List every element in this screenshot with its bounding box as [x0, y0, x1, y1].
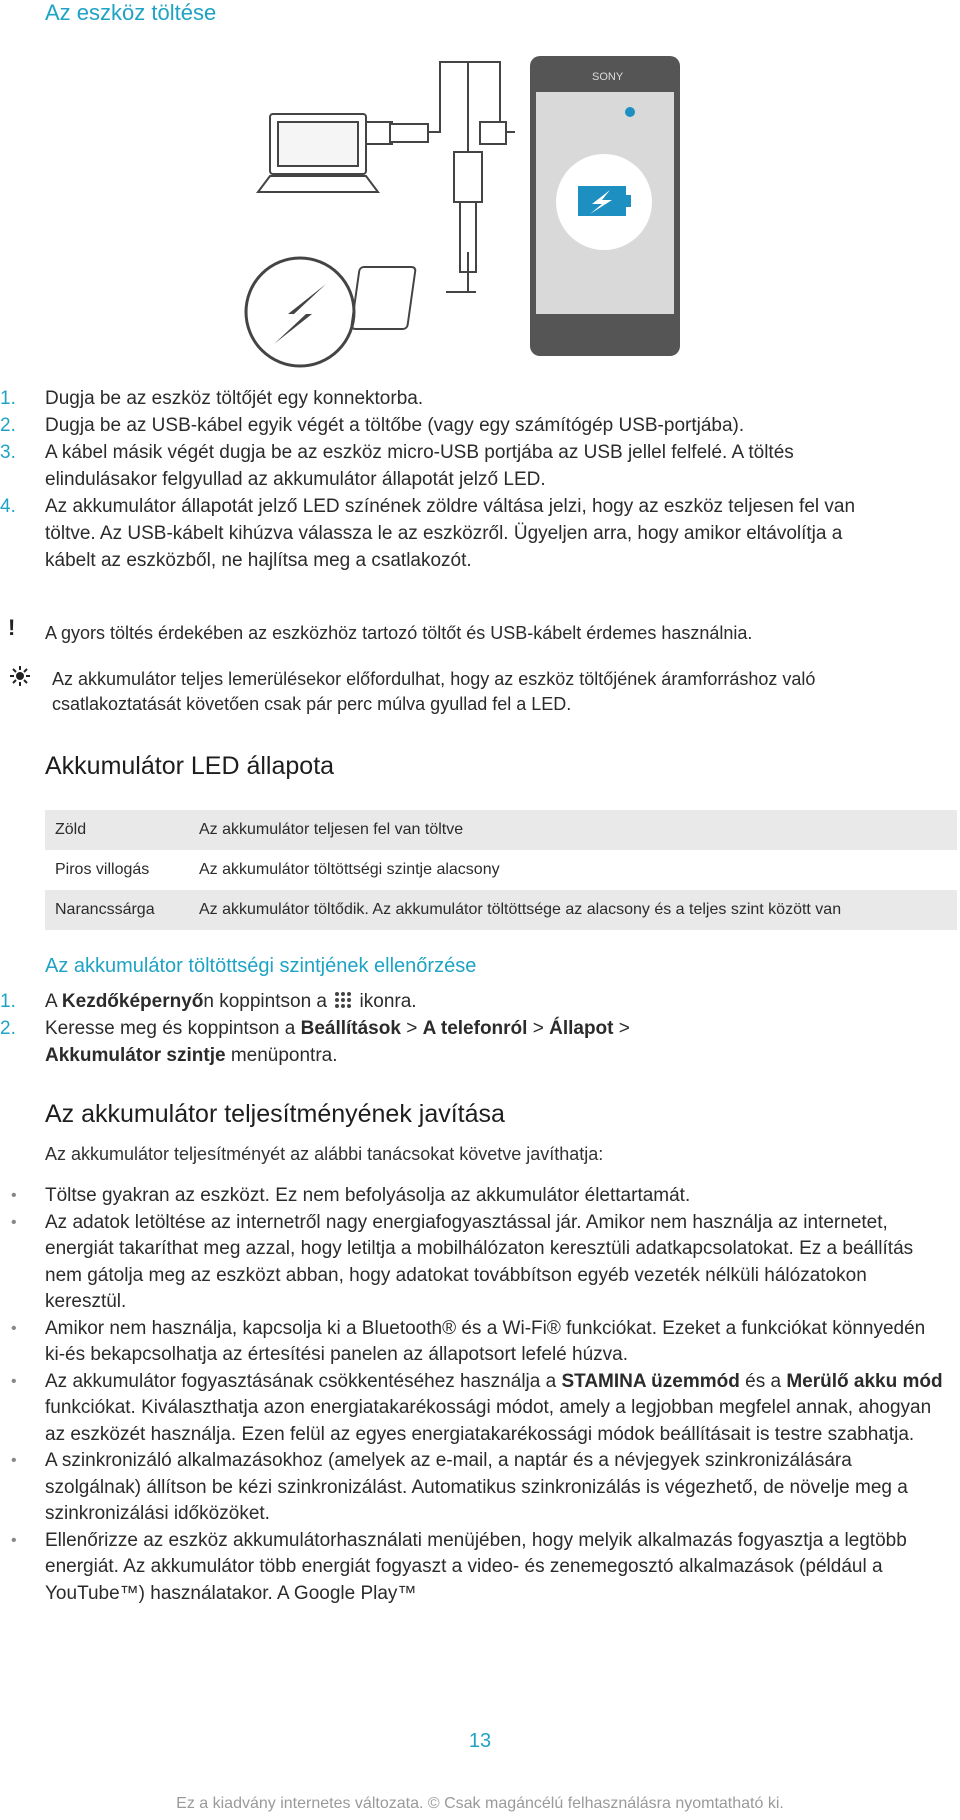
phone-icon	[530, 56, 680, 356]
warning-text: A gyors töltés érdekében az eszközhöz tartozó töltőt és USB-kábelt érdemes használnia.	[45, 623, 753, 643]
led-section-title: Akkumulátor LED állapota	[45, 752, 335, 780]
list-item: • Az akkumulátor fogyasztásának csökkentéséhez használja a STAMINA üzemmód és a Merülő akku mód funkciókat. Kiválaszthatja azon energiatakarékossági módot, amely a legjobban megfelel annak, ahogyan az eszközét használja. Ezen felül az egyes energiatakarékossági módok beállításait is testre szabhatja.	[11, 1370, 943, 1445]
led-description: Az akkumulátor teljesen fel van töltve	[189, 810, 957, 850]
improve-section-title: Az akkumulátor teljesítményének javítása	[45, 1100, 505, 1128]
table-row	[45, 810, 957, 850]
list-item: • Ellenőrizze az eszköz akkumulátorhasználati menüjében, hogy melyik alkalmazás fogyasztja a legtöbb energiát. Az akkumulátor több energiát fogyaszt a video- és zenemegosztó alkalmazások (például a YouTube™) használatakor. A Google Play™	[11, 1529, 907, 1604]
page-number: 13	[468, 1730, 492, 1752]
step-4: 4. Az akkumulátor állapotát jelző LED színének zöldre váltása jelzi, hogy az eszköz teljesen fel van töltve. Az USB-kábelt kihúzva válassza le az eszközről. Ügyeljen arra, hogy amikor eltávolítja a kábelt az eszközből, ne hajlítsa meg a csatlakozót.	[0, 496, 856, 571]
charging-illustration	[240, 52, 780, 370]
phone-brand: SONY	[592, 71, 624, 83]
list-item: • Amikor nem használja, kapcsolja ki a Bluetooth® és a Wi-Fi® funkciókat. Ezeket a funkciókat könnyedén ki-és bekapcsolhatja az értesítési panelen az állapotsort lefelé húzva.	[11, 1317, 926, 1365]
table-row	[45, 890, 957, 930]
improve-intro: Az akkumulátor teljesítményét az alábbi tanácsokat követve javíthatja:	[45, 1144, 604, 1164]
led-description: Az akkumulátor töltöttségi szintje alacsony	[199, 861, 500, 878]
charging-steps	[0, 385, 925, 574]
footer-note: Ez a kiadvány internetes változata. © Csak magáncélú felhasználásra nyomtatható ki.	[176, 1795, 784, 1812]
list-item: • Töltse gyakran az eszközt. Ez nem befolyásolja az akkumulátor élettartamát.	[11, 1185, 691, 1206]
list-item: • Az adatok letöltése az internetről nagy energiafogyasztással jár. Amikor nem használja az internetet, energiát takaríthat meg azzal, hogy letiltja a mobilhálózaton keresztüli adatkapcsolatokat. Ez a beállítás nem gátolja meg az eszközt abban, hogy adatokat továbbítson egyéb vezeték nélküli hálózatokon keresztül.	[11, 1211, 914, 1312]
led-color: Piros villogás	[55, 861, 150, 878]
tip-text: Az akkumulátor teljes lemerülésekor előfordulhat, hogy az eszköz töltőjének áramforráshoz való csatlakoztatását követően csak pár perc múlva gyullad fel a LED.	[52, 669, 816, 714]
apps-grid-icon	[332, 990, 354, 1010]
tips-list	[11, 1183, 945, 1607]
laptop-icon	[258, 114, 378, 192]
power-icon	[246, 258, 354, 366]
warning-note	[8, 614, 15, 643]
usb-cable-icon	[366, 62, 515, 272]
table-row	[45, 850, 957, 890]
step-2: 2. Dugja be az USB-kábel egyik végét a töltőbe (vagy egy számítógép USB-portjába).	[0, 415, 745, 436]
check-step-1: 1. A Kezdőképernyőn koppintson a ikonra.	[0, 991, 417, 1012]
warning-icon: !	[8, 615, 16, 640]
check-section-title: Az akkumulátor töltöttségi szintjének ellenőrzése	[45, 955, 477, 977]
section-title: Az eszköz töltése	[45, 0, 217, 25]
led-status-table	[45, 810, 957, 930]
check-steps	[0, 988, 925, 1069]
led-description: Az akkumulátor töltődik. Az akkumulátor töltöttsége az alacsony és a teljes szint között van	[189, 890, 957, 930]
step-1: 1. Dugja be az eszköz töltőjét egy konnektorba.	[0, 388, 424, 409]
led-color: Zöld	[45, 810, 189, 850]
list-item: • A szinkronizáló alkalmazásokhoz (amelyek az e-mail, a naptár és a névjegyek szinkronizálására szolgálnak) állítson be kézi szinkronizálást. Automatikus szinkronizálás is végezhető, de növelje meg a szinkronizálási időközöket.	[11, 1450, 908, 1524]
charger-icon	[351, 252, 476, 329]
led-color: Narancssárga	[45, 890, 189, 930]
step-3: 3. A kábel másik végét dugja be az eszköz micro-USB portjába az USB jellel felfelé. A töltés elindulásakor felgyullad az akkumulátor állapotát jelző LED.	[0, 442, 794, 490]
lightbulb-icon	[8, 664, 32, 688]
check-step-2: 2. Keresse meg és koppintson a Beállítások > A telefonról > Állapot > Akkumulátor szintje menüpontra.	[0, 1018, 630, 1066]
